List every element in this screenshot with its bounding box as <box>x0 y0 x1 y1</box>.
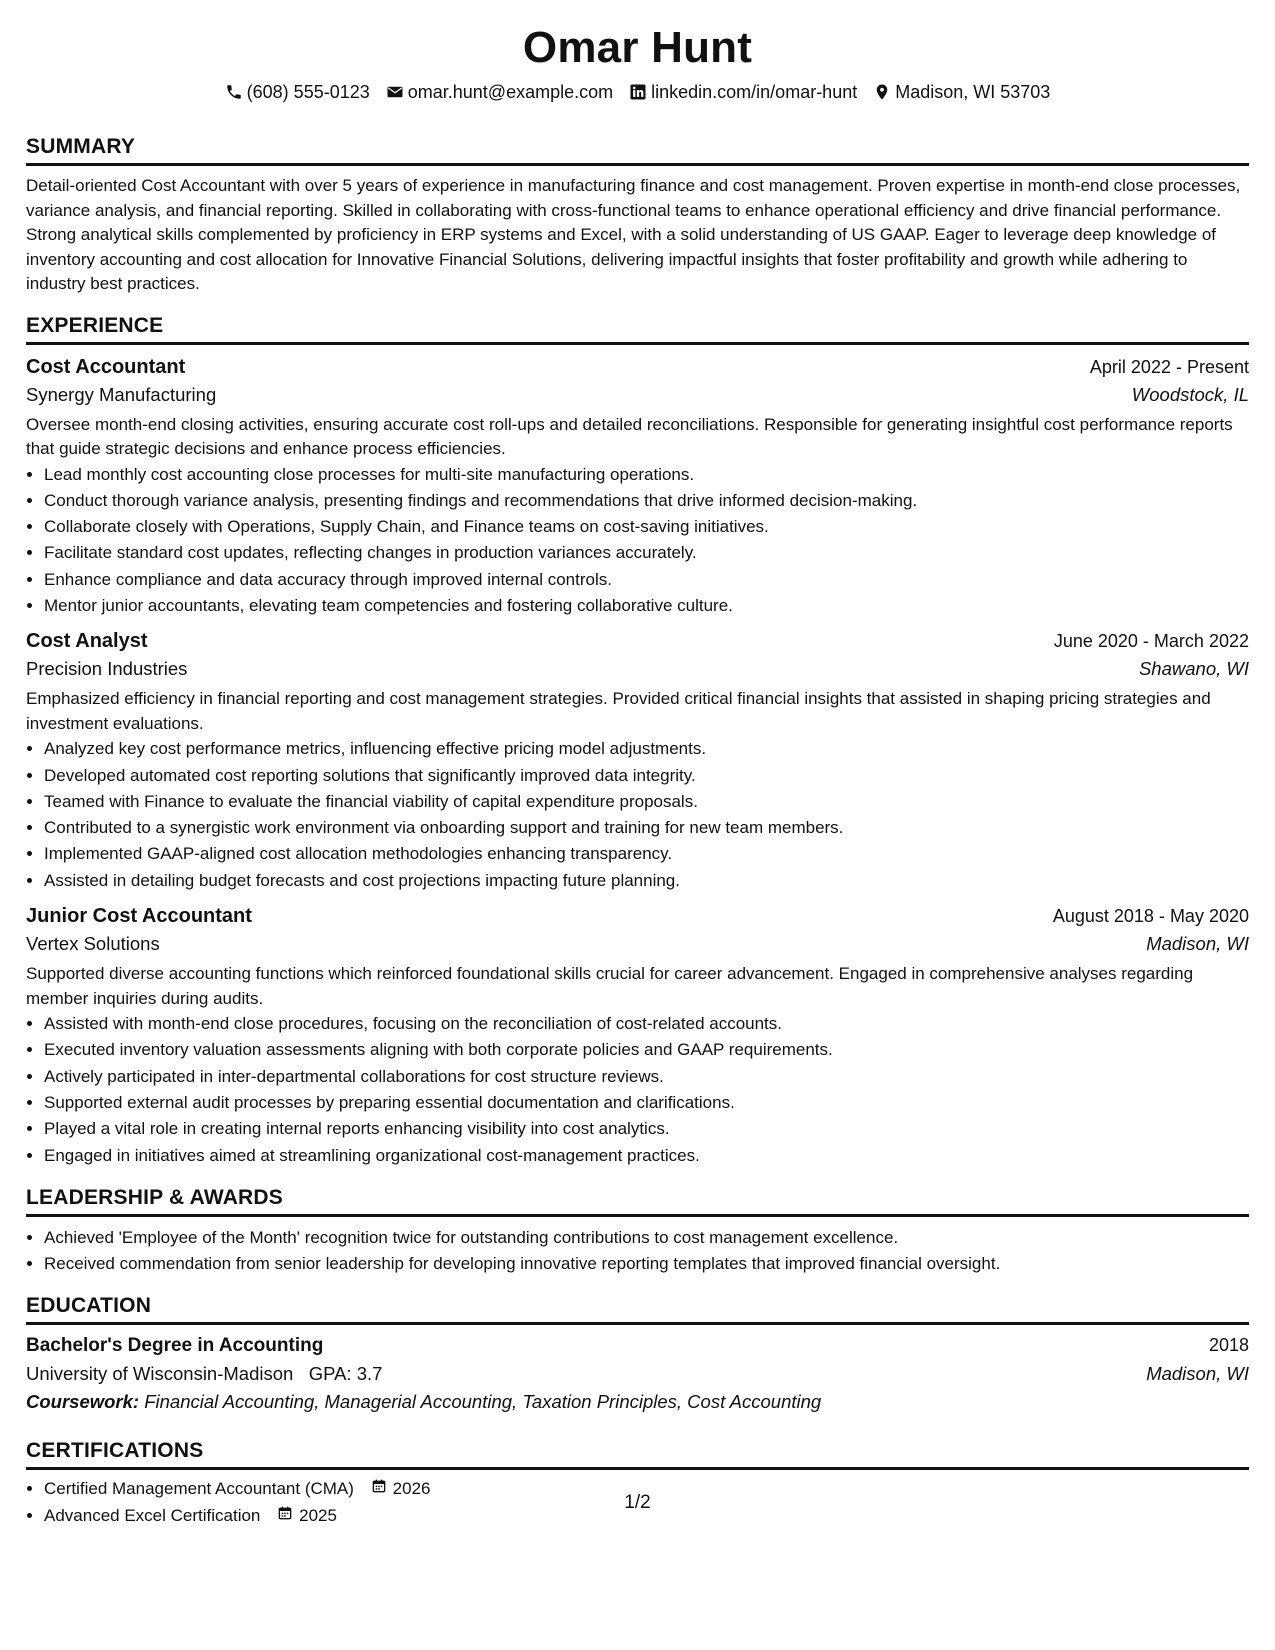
contact-phone: (608) 555-0123 <box>225 80 370 104</box>
job-description: Oversee month-end closing activities, ensuring accurate cost roll-ups and detailed reconciliations. Responsible for generating insightful cost performance reports that guide strategic decisions and enhance process efficiencies. <box>26 414 1233 458</box>
section-title-experience: EXPERIENCE <box>26 313 1249 345</box>
section-title-summary: SUMMARY <box>26 134 1249 166</box>
resume-page <box>26 0 1249 1650</box>
job-location: Madison, WI <box>1146 933 1249 955</box>
certifications-section <box>26 1438 1249 1529</box>
job-dates: June 2020 - March 2022 <box>1053 631 1249 652</box>
linkedin-icon <box>629 83 647 101</box>
list-item: • Assisted with month-end close procedures, focusing on the reconciliation of cost-related accounts. <box>44 1011 1249 1037</box>
list-item: • Collaborate closely with Operations, Supply Chain, and Finance teams on cost-saving initiatives. <box>44 514 1249 540</box>
list-item: • Facilitate standard cost updates, reflecting changes in production variances accurately. <box>44 540 1249 566</box>
job-dates: April 2022 - Present <box>1089 356 1249 377</box>
section-title-certifications: CERTIFICATIONS <box>26 1438 1249 1470</box>
job-bullets <box>26 462 1249 620</box>
list-item: • Teamed with Finance to evaluate the financial viability of capital expenditure proposals. <box>44 789 1249 815</box>
list-item: • Implemented GAAP-aligned cost allocation methodologies enhancing transparency. <box>44 841 1249 867</box>
school-location: Madison, WI <box>1146 1363 1249 1385</box>
job-description: Emphasized efficiency in financial reporting and cost management strategies. Provided critical financial insights that assisted in shaping pricing strategies and investment evaluations. <box>26 689 1211 733</box>
job-entry <box>26 902 1249 1169</box>
list-item: • Received commendation from senior leadership for developing innovative reporting templates that improved financial oversight. <box>44 1251 1249 1277</box>
list-item: • Executed inventory valuation assessments aligning with both corporate policies and GAAP requirements. <box>44 1037 1249 1063</box>
list-item: • Enhance compliance and data accuracy through improved internal controls. <box>44 567 1249 593</box>
list-item: • Contributed to a synergistic work environment via onboarding support and training for new team members. <box>44 815 1249 841</box>
job-description: Supported diverse accounting functions which reinforced foundational skills crucial for career advancement. Engaged in comprehensive analyses regarding member inquiries during audits. <box>26 964 1194 1008</box>
graduation-year: 2018 <box>1208 1335 1249 1356</box>
list-item: • Lead monthly cost accounting close processes for multi-site manufacturing operations. <box>44 462 1249 488</box>
job-entry <box>26 627 1249 894</box>
job-location: Shawano, WI <box>1138 658 1249 680</box>
page-number: 1/2 <box>624 1492 651 1513</box>
envelope-icon <box>386 83 404 101</box>
section-title-leadership: LEADERSHIP & AWARDS <box>26 1185 1249 1217</box>
map-pin-icon <box>873 83 891 101</box>
list-item: • Supported external audit processes by preparing essential documentation and clarifications. <box>44 1090 1249 1116</box>
list-item: • Achieved 'Employee of the Month' recognition twice for outstanding contributions to cost management excellence. <box>44 1225 1249 1251</box>
contact-email[interactable]: omar.hunt@example.com <box>386 80 613 104</box>
list-item: • Played a vital role in creating internal reports enhancing visibility into cost analytics. <box>44 1116 1249 1142</box>
job-title: Cost Analyst <box>26 630 148 653</box>
job-location: Woodstock, IL <box>1131 383 1249 405</box>
summary-text: Detail-oriented Cost Accountant with over 5 years of experience in manufacturing finance and cost management. Proven expertise in month-end close processes, variance analysis, and financial reporting. Skilled in collaborating with cross-functional teams to enhance operational efficiency and drive financial performance. Strong analytical skills complemented by proficiency in ERP systems and Excel, with a solid understanding of US GAAP. Eager to leverage deep knowledge of inventory accounting and cost allocation for Innovative Financial Solutions, delivering impactful insights that foster profitability and growth while adhering to industry best practices. <box>26 176 1241 293</box>
school-name: University of Wisconsin-Madison <box>26 1363 294 1385</box>
contact-location: Madison, WI 53703 <box>873 80 1050 104</box>
experience-section <box>26 313 1249 1169</box>
gpa: GPA: 3.7 <box>308 1363 383 1385</box>
job-bullets <box>26 736 1249 894</box>
list-item: • Engaged in initiatives aimed at streamlining organizational cost-management practices. <box>44 1143 1249 1169</box>
job-entry <box>26 353 1249 620</box>
job-title: Cost Accountant <box>26 355 186 378</box>
certification-name: • Advanced Excel Certification <box>44 1505 261 1525</box>
contact-bar <box>26 80 1249 104</box>
coursework <box>26 1388 1249 1416</box>
list-item: • Conduct thorough variance analysis, presenting findings and recommendations that drive informed decision-making. <box>44 488 1249 514</box>
certification-year: 2025 <box>299 1505 337 1525</box>
leadership-bullets <box>26 1225 1249 1278</box>
contact-linkedin[interactable]: linkedin.com/in/omar-hunt <box>629 80 857 104</box>
phone-icon <box>225 83 243 101</box>
list-item: • Developed automated cost reporting solutions that significantly improved data integrity. <box>44 763 1249 789</box>
job-title: Junior Cost Accountant <box>26 905 252 928</box>
company-name: Synergy Manufacturing <box>26 383 217 405</box>
list-item: • Mentor junior accountants, elevating team competencies and fostering collaborative culture. <box>44 593 1249 619</box>
candidate-name: Omar Hunt <box>522 23 753 72</box>
list-item: • Analyzed key cost performance metrics, influencing effective pricing model adjustments. <box>44 736 1249 762</box>
certification-name: • Certified Management Accountant (CMA) <box>44 1479 354 1499</box>
list-item: • Assisted in detailing budget forecasts and cost projections impacting future planning. <box>44 868 1249 894</box>
job-dates: August 2018 - May 2020 <box>1052 906 1249 927</box>
job-bullets <box>26 1011 1249 1169</box>
section-title-education: EDUCATION <box>26 1293 1249 1325</box>
certification-year: 2026 <box>392 1479 431 1499</box>
degree-name: Bachelor's Degree in Accounting <box>26 1335 324 1357</box>
education-section <box>26 1293 1249 1416</box>
company-name: Precision Industries <box>26 658 188 680</box>
coursework-label: Coursework: <box>26 1391 140 1413</box>
leadership-section <box>26 1185 1249 1278</box>
summary-section <box>26 134 1249 297</box>
company-name: Vertex Solutions <box>26 933 160 955</box>
coursework-list: Financial Accounting, Managerial Accounting, Taxation Principles, Cost Accounting <box>144 1391 822 1413</box>
list-item: • Actively participated in inter-departmental collaborations for cost structure reviews. <box>44 1064 1249 1090</box>
